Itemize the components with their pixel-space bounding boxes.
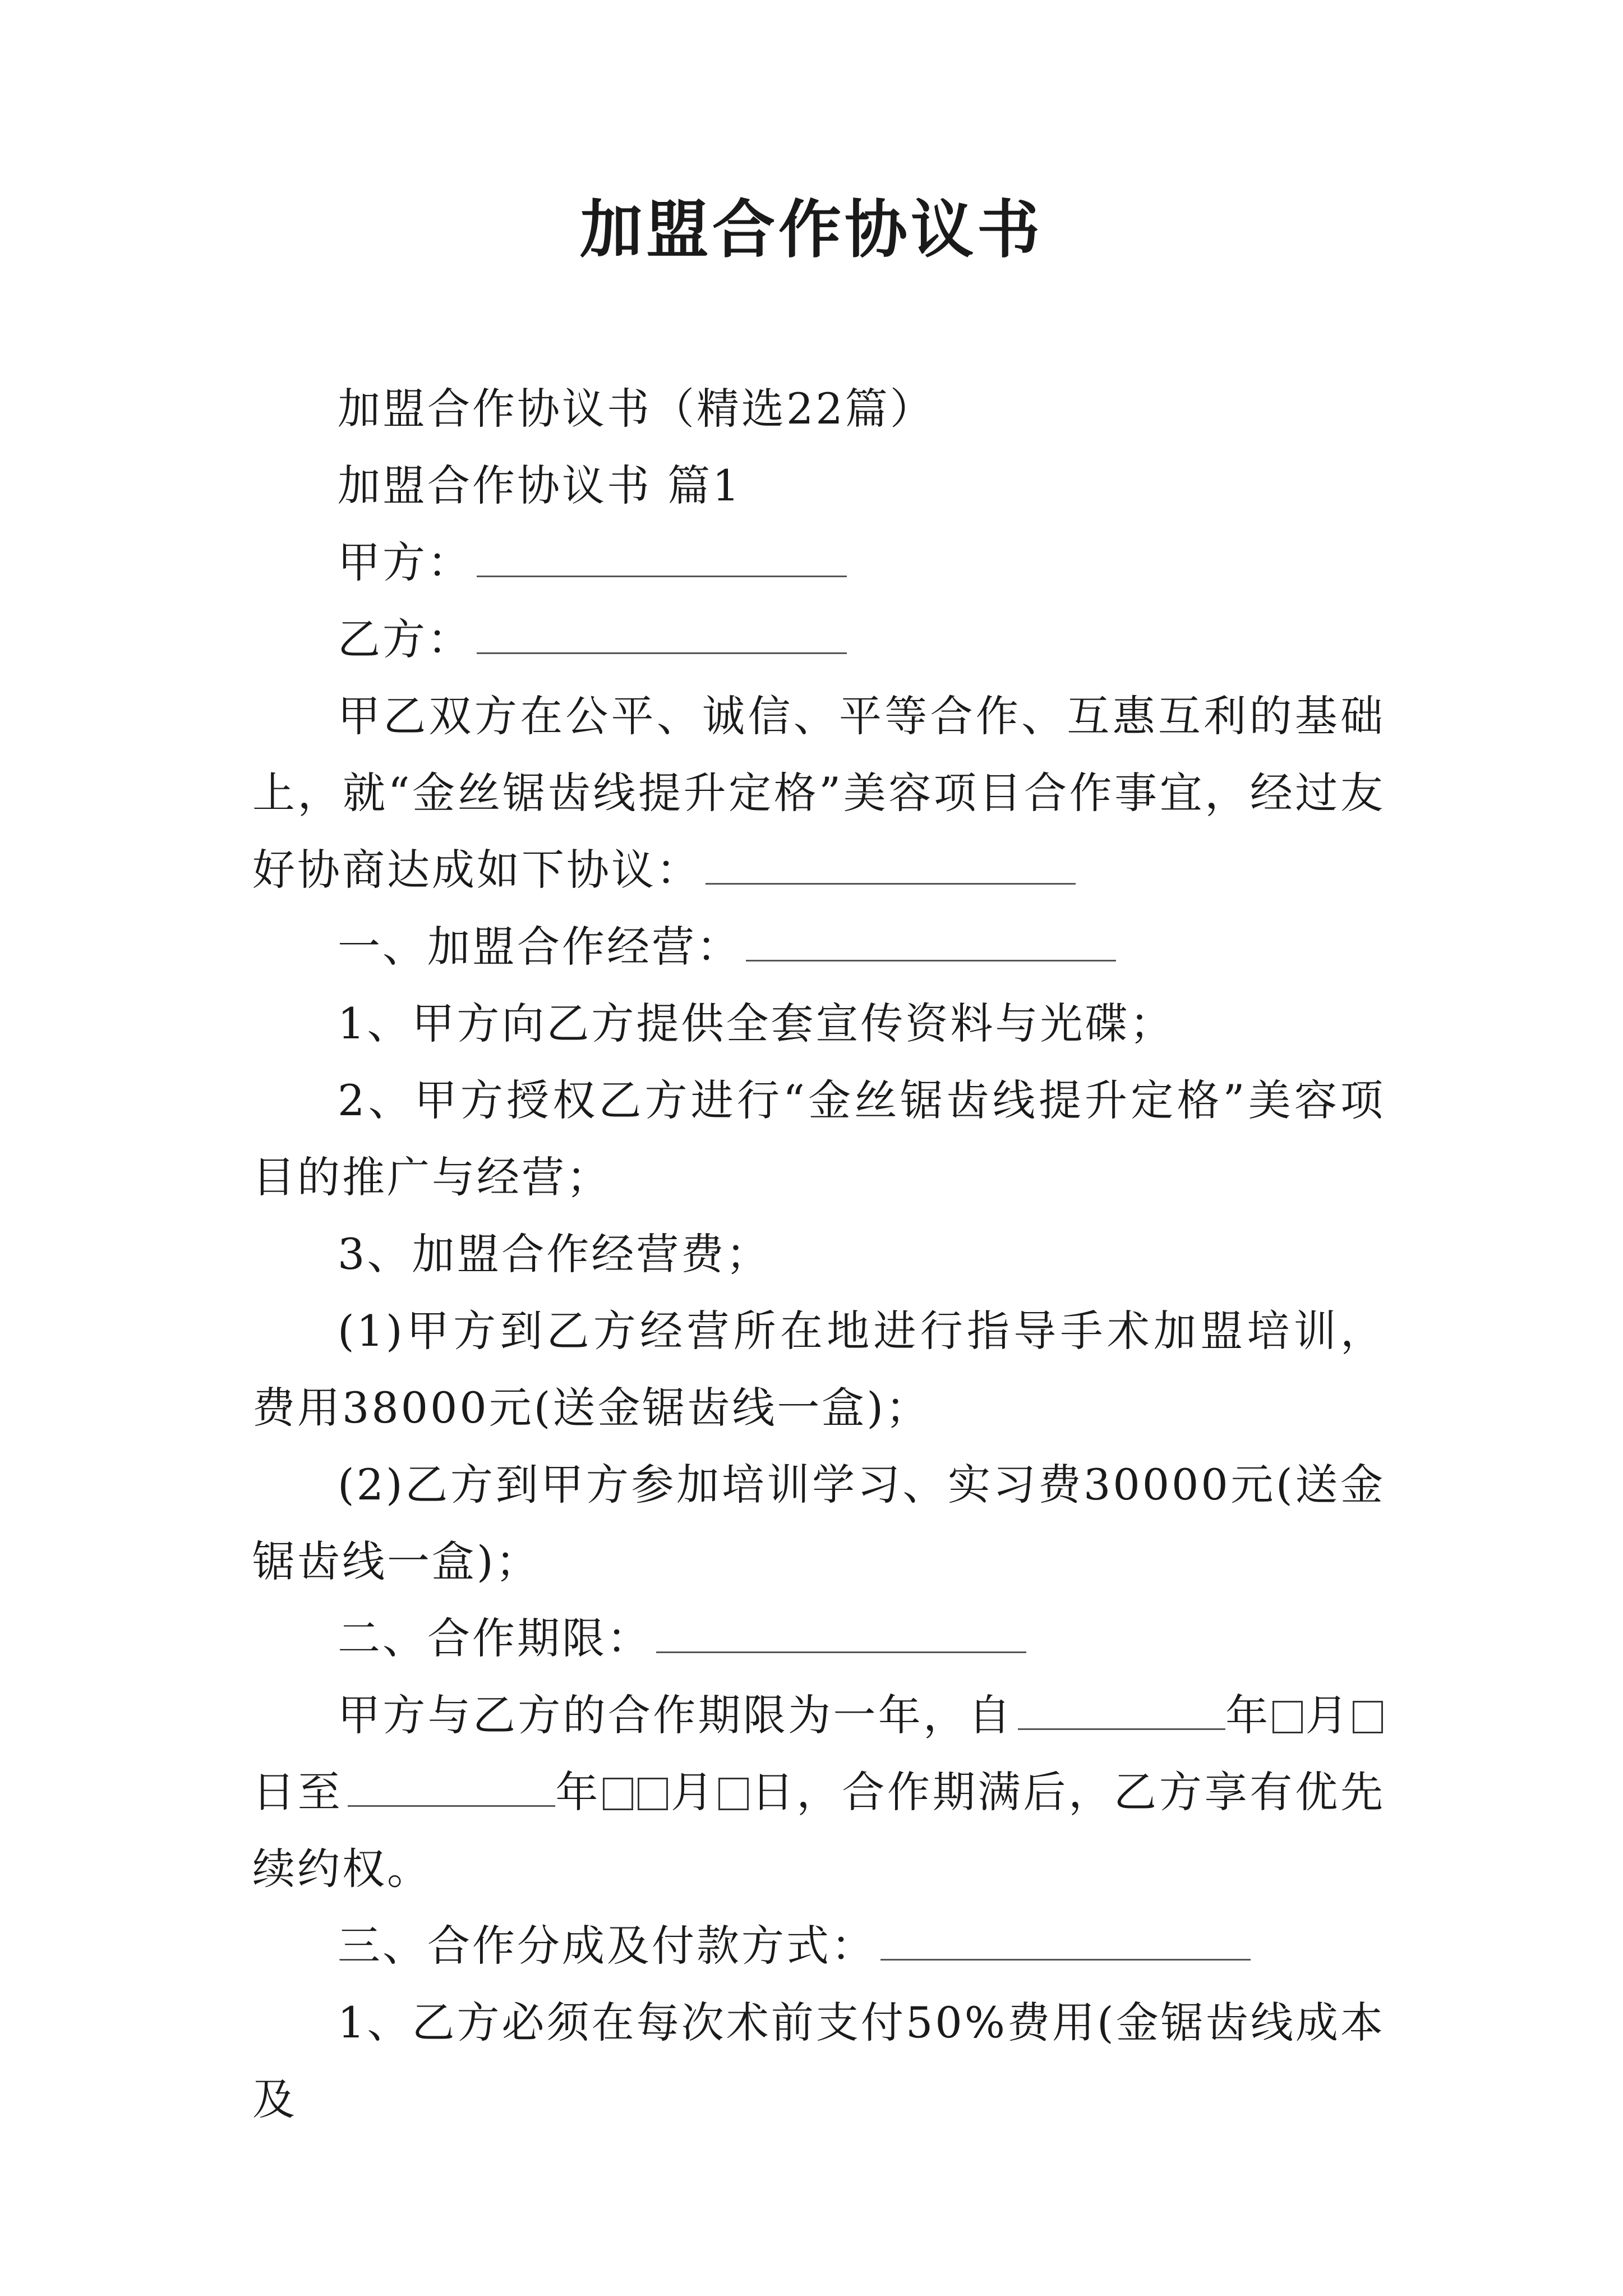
paragraph-intro: 甲乙双方在公平、诚信、平等合作、互惠互利的基础上，就“金丝锯齿线提升定格”美容项目合作事宜，经过友好协商达成如下协议： bbox=[252, 691, 1385, 895]
paragraph-sub-2: (2)乙方到甲方参加培训学习、实习费30000元(送金锯齿线一盒)； bbox=[252, 1460, 1385, 1586]
paragraph-subtitle: 加盟合作协议书（精选22篇） bbox=[338, 384, 935, 434]
end-month-box-2 bbox=[638, 1778, 668, 1810]
section-2-blank bbox=[656, 1619, 1026, 1653]
paragraph-chapter: 加盟合作协议书 篇1 bbox=[338, 461, 742, 510]
paragraph-item-3: 3、加盟合作经营费； bbox=[338, 1229, 771, 1279]
party-b-blank bbox=[477, 620, 847, 654]
paragraph-party-a: 甲方： bbox=[252, 524, 1385, 601]
paragraph-party-b: 乙方： bbox=[252, 601, 1385, 678]
section-1-blank bbox=[746, 927, 1116, 961]
paragraph-item-1: 1、甲方向乙方提供全套宣传资料与光碟； bbox=[338, 999, 1175, 1048]
end-year-blank bbox=[348, 1773, 555, 1807]
paragraph-section-3: 三、合作分成及付款方式： bbox=[252, 1907, 1385, 1984]
paragraph-item-2: 2、甲方授权乙方进行“金丝锯齿线提升定格”美容项目的推广与经营； bbox=[252, 1075, 1385, 1202]
section-3-blank bbox=[880, 1926, 1251, 1961]
start-day-box bbox=[1353, 1701, 1383, 1733]
paragraph-section-1: 一、加盟合作经营： bbox=[252, 908, 1385, 985]
party-a-blank bbox=[477, 543, 847, 577]
paragraph-term: 甲方与乙方的合作期限为一年，自 年 月日至 年 月 日，合作期满后，乙方享有优先续约权。 bbox=[252, 1690, 1386, 1894]
paragraph-section-2: 二、合作期限： bbox=[252, 1600, 1385, 1677]
start-year-blank bbox=[1018, 1696, 1225, 1730]
intro-blank bbox=[706, 850, 1076, 885]
document-title: 加盟合作协议书 bbox=[580, 193, 1043, 266]
end-day-box bbox=[718, 1778, 749, 1810]
paragraph-payment-1: 1、乙方必须在每次术前支付50%费用(金锯齿线成本及 bbox=[252, 1998, 1385, 2124]
paragraph-sub-1: (1)甲方到乙方经营所在地进行指导手术加盟培训，费用38000元(送金锯齿线一盒)； bbox=[252, 1306, 1385, 1433]
document-body bbox=[252, 370, 1385, 2138]
start-month-box bbox=[1272, 1701, 1303, 1733]
end-month-box-1 bbox=[603, 1778, 633, 1810]
